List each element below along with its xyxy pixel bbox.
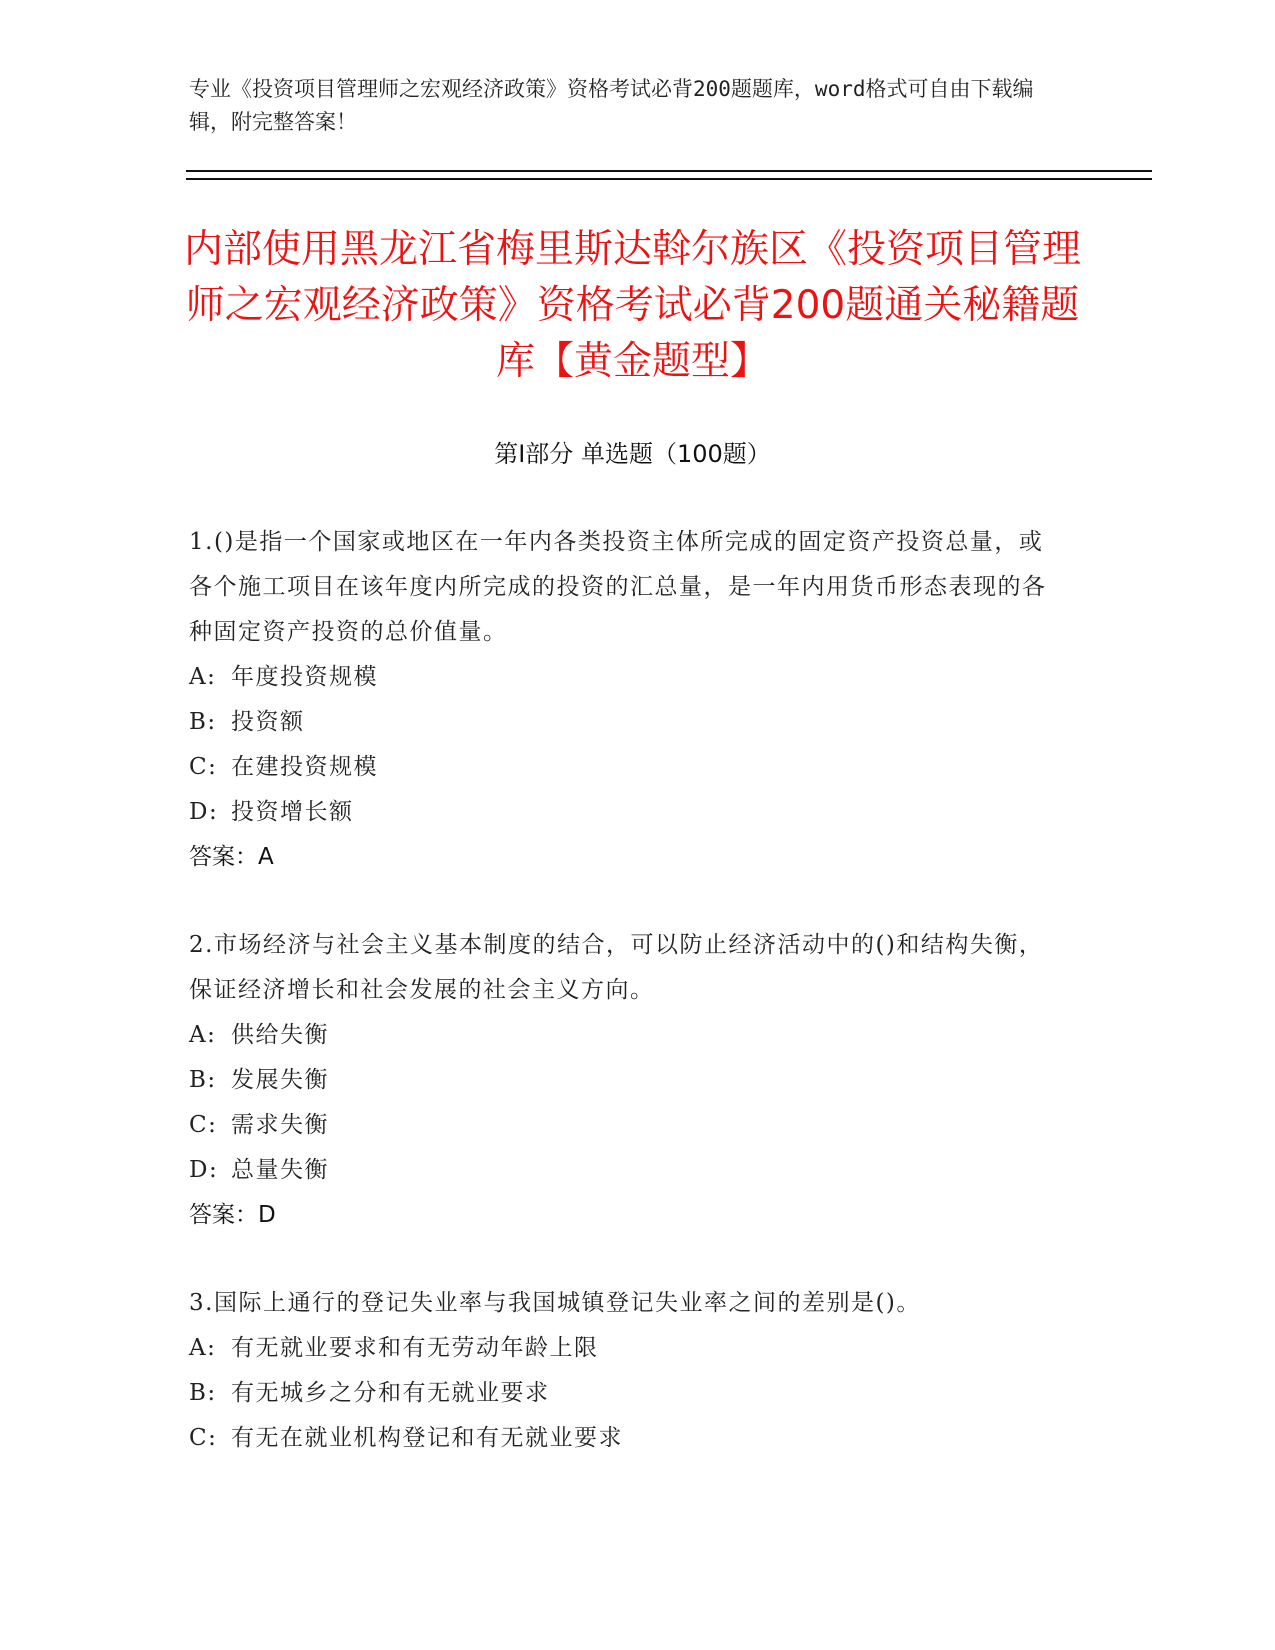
option-b — [189, 700, 1049, 745]
option-letter: B: — [189, 1067, 217, 1093]
option-letter: C: — [189, 1112, 218, 1138]
option-letter: A: — [189, 1335, 217, 1361]
option-letter: A: — [189, 1022, 217, 1048]
option-b — [189, 1371, 1049, 1416]
option-d — [189, 790, 1049, 835]
question-stem: 3.国际上通行的登记失业率与我国城镇登记失业率之间的差别是()。 — [189, 1290, 921, 1316]
option-c — [189, 745, 1049, 790]
option-b — [189, 1058, 1049, 1103]
header-note: 专业《投资项目管理师之宏观经济政策》资格考试必背200题题库，word格式可自由下载编辑，附完整答案！ — [189, 77, 1034, 134]
header-rule-thick — [186, 178, 1152, 180]
option-letter: D: — [189, 1157, 219, 1183]
option-text: 投资增长额 — [231, 799, 354, 825]
option-c — [189, 1416, 1049, 1461]
option-letter: C: — [189, 754, 218, 780]
option-letter: D: — [189, 799, 219, 825]
question-stem: 1.()是指一个国家或地区在一年内各类投资主体所完成的固定资产投资总量，或各个施工项目在该年度内所完成的投资的汇总量，是一年内用货币形态表现的各种固定资产投资的总价值量。 — [189, 529, 1047, 645]
option-letter: B: — [189, 709, 217, 735]
option-d — [189, 1148, 1049, 1193]
section-title: 第Ⅰ部分 单选题（100题） — [494, 440, 771, 468]
option-letter: A: — [189, 664, 217, 690]
option-c — [189, 1103, 1049, 1148]
answer: 答案：A — [189, 844, 274, 870]
question-2 — [189, 923, 1049, 1238]
document-title: 内部使用黑龙江省梅里斯达斡尔族区《投资项目管理师之宏观经济政策》资格考试必背200题通关秘籍题库【黄金题型】 — [183, 227, 1081, 384]
option-a — [189, 1013, 1049, 1058]
option-text: 在建投资规模 — [231, 754, 378, 780]
option-text: 有无在就业机构登记和有无就业要求 — [231, 1425, 623, 1451]
option-letter: C: — [189, 1425, 218, 1451]
option-text: 供给失衡 — [231, 1022, 329, 1048]
option-a — [189, 1326, 1049, 1371]
option-text: 总量失衡 — [231, 1157, 329, 1183]
option-text: 有无城乡之分和有无就业要求 — [231, 1380, 550, 1406]
question-stem: 2.市场经济与社会主义基本制度的结合，可以防止经济活动中的()和结构失衡，保证经济增长和社会发展的社会主义方向。 — [189, 932, 1044, 1003]
option-text: 发展失衡 — [231, 1067, 329, 1093]
question-1 — [189, 520, 1049, 880]
option-text: 投资额 — [231, 709, 305, 735]
option-text: 需求失衡 — [231, 1112, 329, 1138]
option-text: 有无就业要求和有无劳动年龄上限 — [231, 1335, 599, 1361]
option-text: 年度投资规模 — [231, 664, 378, 690]
question-3 — [189, 1281, 1049, 1461]
answer: 答案：D — [189, 1202, 276, 1228]
header-rule-thin — [186, 170, 1152, 172]
option-letter: B: — [189, 1380, 217, 1406]
option-a — [189, 655, 1049, 700]
